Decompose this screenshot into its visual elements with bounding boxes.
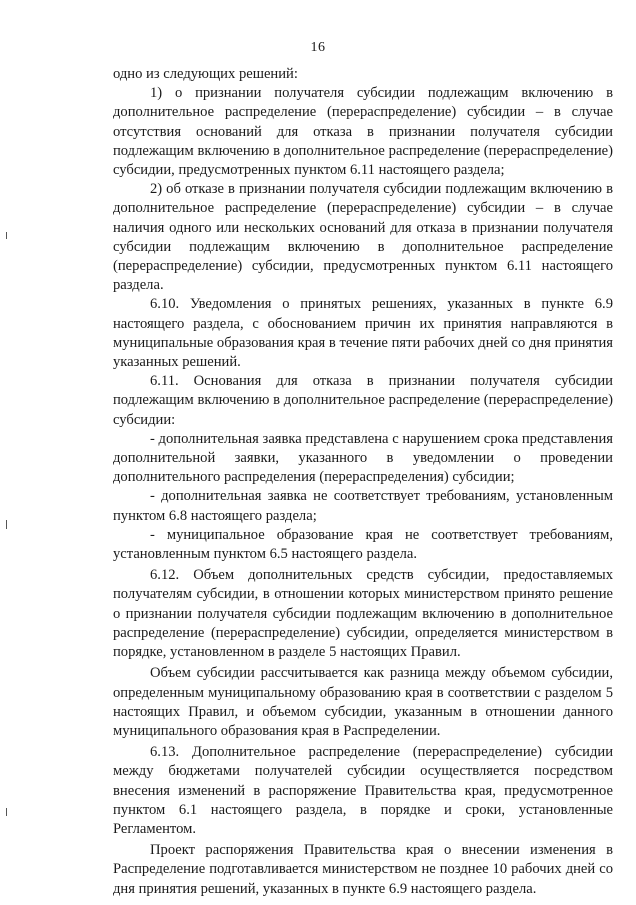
scan-margin-mark: [6, 520, 7, 529]
paragraph: Проект распоряжения Правительства края о внесении изменения в Распределение подготавливается министерством не позднее 10 рабочих дней со дня принятия решений, указанных в пункте 6.9 настоящего раздела.: [113, 842, 613, 897]
paragraph: Объем субсидии рассчитывается как разница между объемом субсидии, определенным муниципальному образованию края в соответствии с разделом 5 настоящих Правил, и объемом субсидии, указанным в отношении данного муниципального образования края в Распределении.: [113, 665, 613, 739]
paragraph: одно из следующих решений:: [113, 66, 298, 82]
paragraph: 1) о признании получателя субсидии подлежащим включению в дополнительное распределение (перераспределение) субсидии – в случае отсутствия оснований для отказа в признании получателя субсидии подлежащим включению в дополнительное распределение (перераспределение) субсидии, предусмотренных пунктом 6.11 настоящего раздела;: [113, 85, 613, 179]
paragraph: 6.12. Объем дополнительных средств субсидии, предоставляемых получателям субсидии, в отношении которых министерством принято решение о признании получателя субсидии подлежащим включению в дополнительное распределение (перераспределение) субсидии, определяется министерством в порядке, установленном в разделе 5 настоящих Правил.: [113, 567, 613, 661]
list-item: - дополнительная заявка не соответствует требованиям, установленным пунктом 6.8 настоящего раздела;: [113, 488, 613, 524]
paragraph: 6.10. Уведомления о принятых решениях, указанных в пункте 6.9 настоящего раздела, с обоснованием причин их принятия направляются в муниципальные образования края в течение пяти рабочих дней со дня принятия указанных решений.: [113, 296, 613, 371]
scan-margin-mark: [6, 232, 7, 239]
page-number: 16: [310, 40, 326, 55]
paragraph: 6.11. Основания для отказа в признании получателя субсидии подлежащим включению в дополнительное распределение (перераспределение) субсидии:: [113, 373, 613, 428]
paragraph: 6.13. Дополнительное распределение (перераспределение) субсидии между бюджетами получателей субсидии осуществляется посредством внесения изменений в распоряжение Правительства края, предусмотренное пунктом 6.1 настоящего раздела, в порядке и сроки, установленные Регламентом.: [113, 744, 613, 837]
list-item: - дополнительная заявка представлена с нарушением срока представления дополнительной заявки, указанного в уведомлении о проведении дополнительного распределения (перераспределения) субсидии;: [113, 430, 613, 486]
list-item: - муниципальное образование края не соответствует требованиям, установленным пунктом 6.5 настоящего раздела.: [113, 526, 613, 563]
document-body: [113, 65, 613, 899]
scan-margin-mark: [6, 808, 7, 816]
paragraph: 2) об отказе в признании получателя субсидии подлежащим включению в дополнительное распределение (перераспределение) субсидии – в случае наличия одного или нескольких оснований для отказа в признании получателя субсидии подлежащим включению в дополнительное распределение (перераспределение) субсидии, предусмотренных пунктом 6.11 настоящего раздела.: [113, 181, 613, 294]
